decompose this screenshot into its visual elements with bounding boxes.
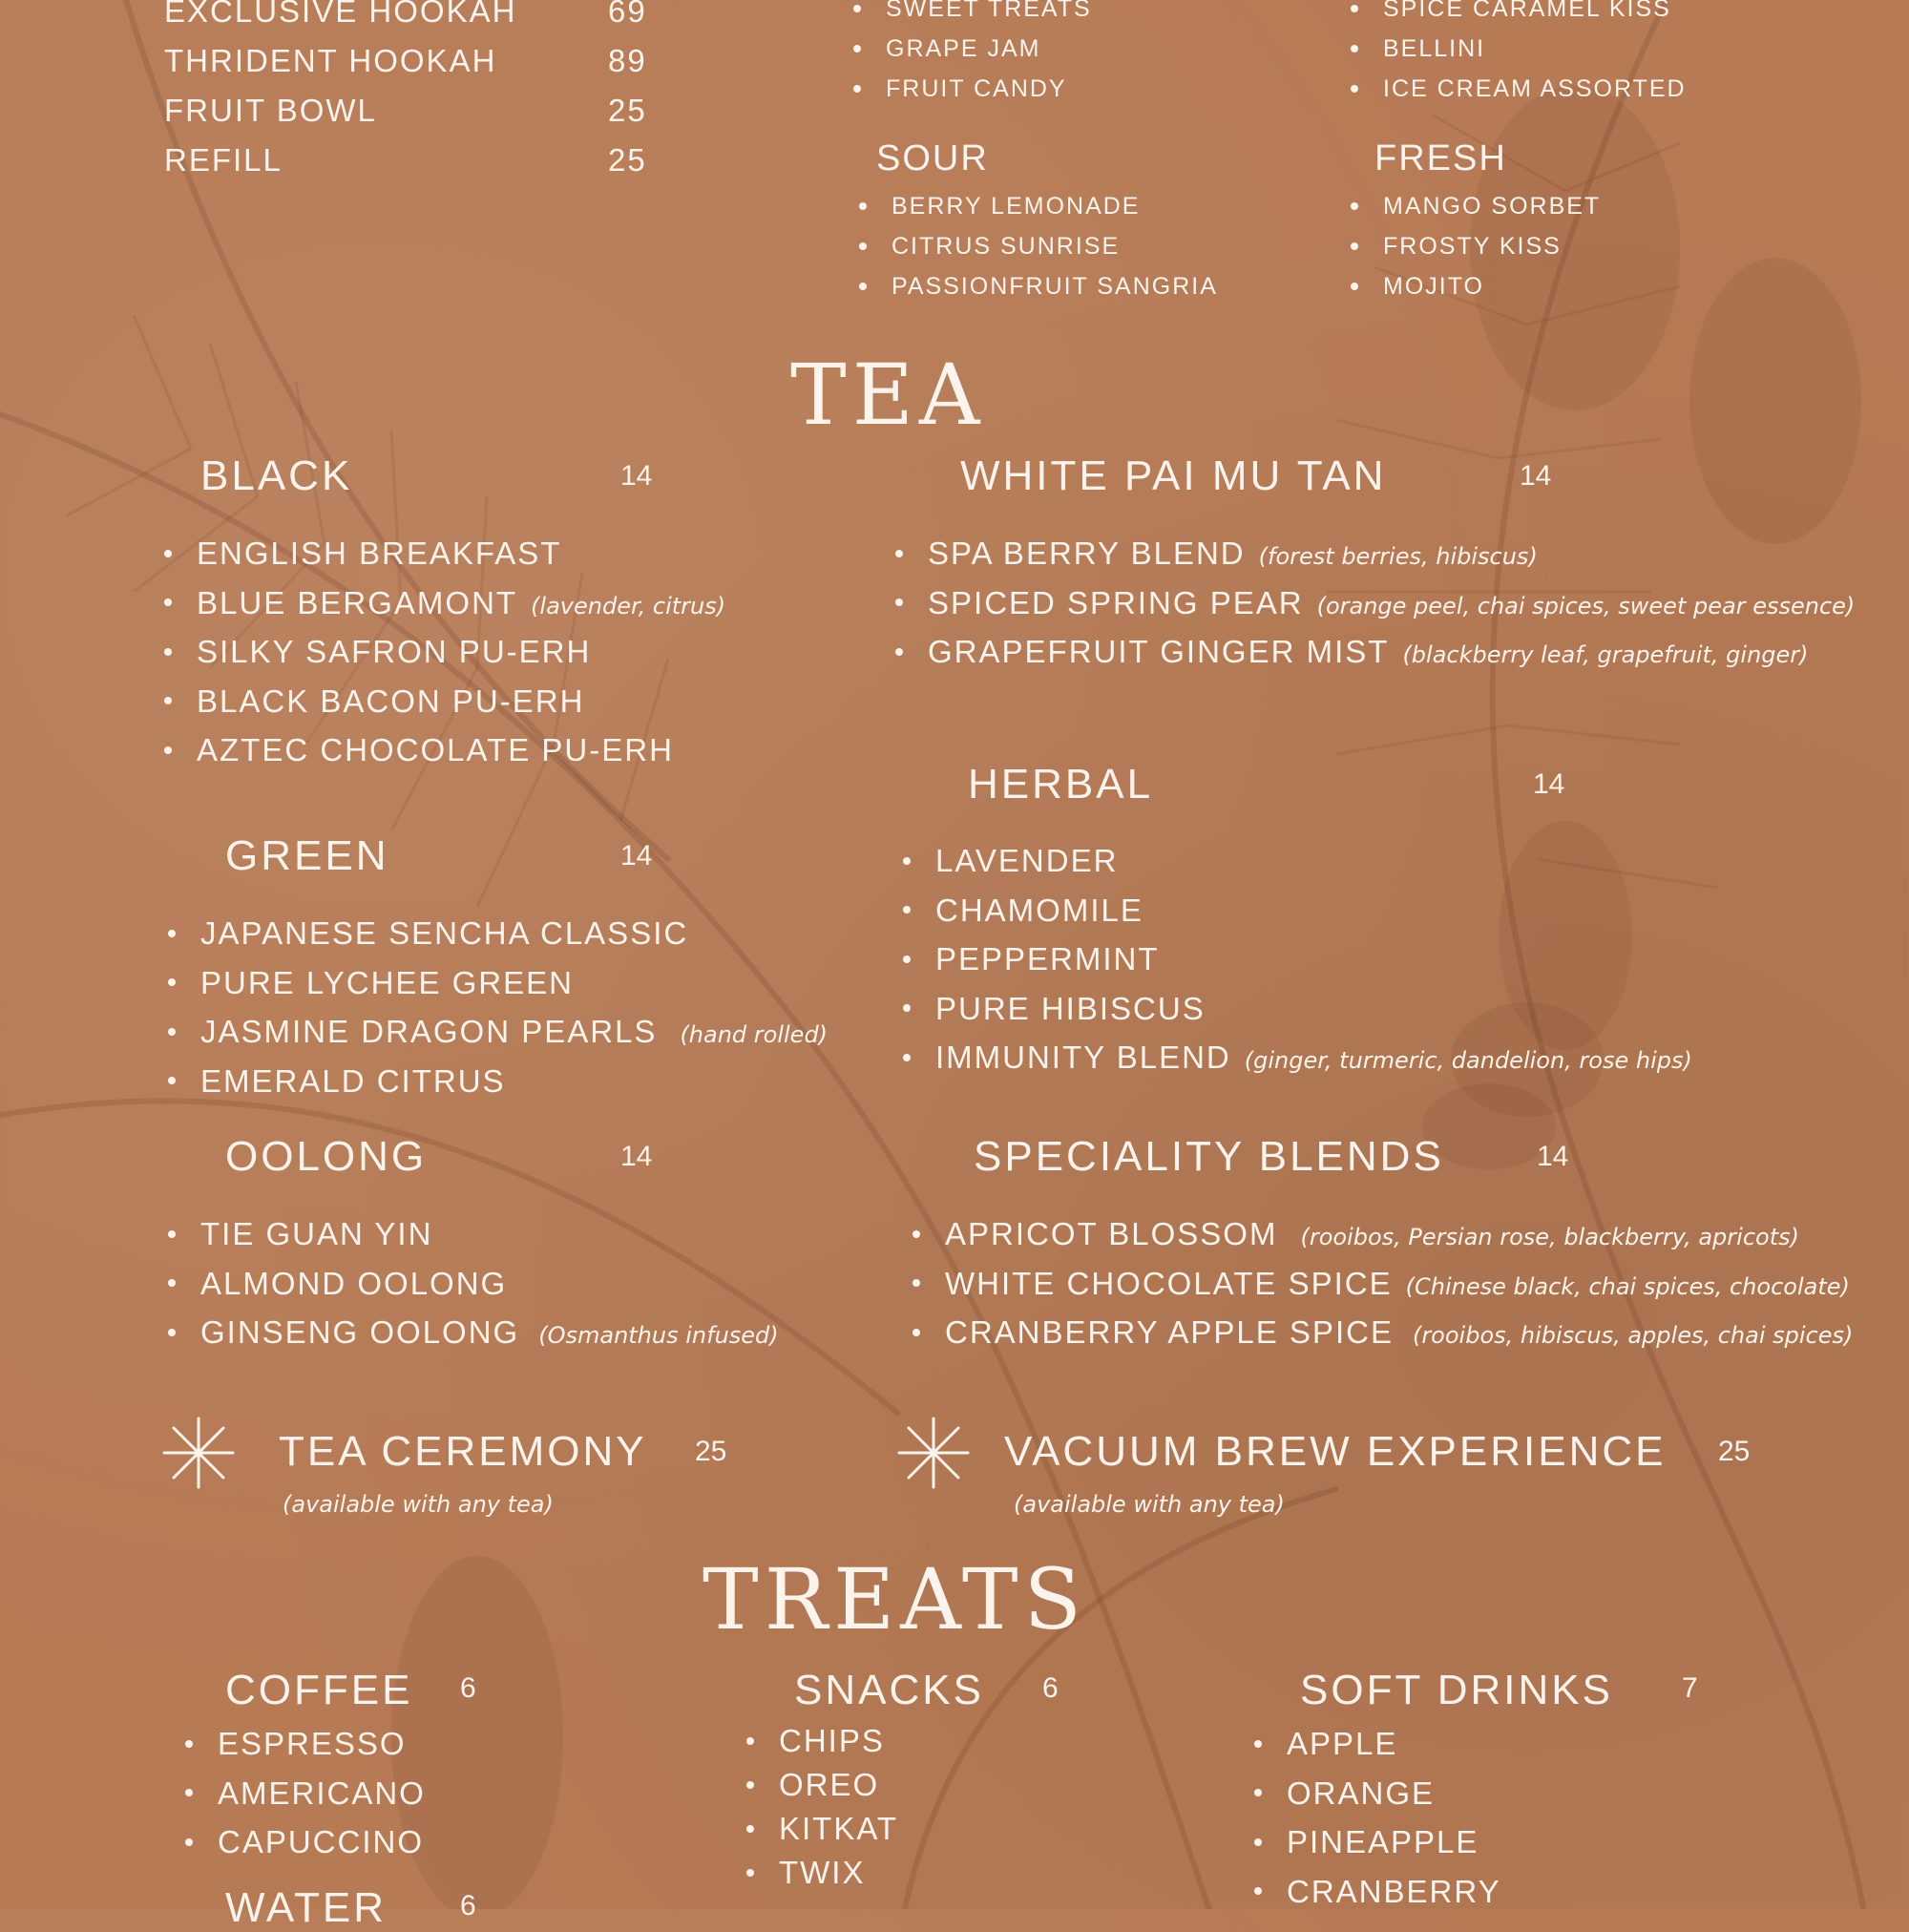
list-item: FRUIT BOWL 25 [164,93,647,128]
list-item: PURE LYCHEE GREEN [162,958,828,1008]
list-item: CRANBERRY APPLE SPICE (rooibos, hibiscus, apples, chai spices) [907,1308,1853,1357]
sour-flavor-list [853,186,1218,306]
list-item: THRIDENT HOOKAH 89 [164,43,647,78]
herbal-tea-price: 14 [1533,768,1565,800]
list-item: PINEAPPLE [1248,1817,1501,1867]
list-item: SPICED SPRING PEAR (orange peel, chai spices, sweet pear essence) [890,578,1855,628]
list-item: BLUE BERGAMONT (lavender, citrus) [158,578,725,628]
water-heading: WATER [225,1884,387,1931]
sparkle-icon [162,1417,235,1489]
snacks-heading: SNACKS [794,1667,984,1713]
sour-heading: SOUR [876,138,989,178]
list-item: CITRUS SUNRISE [853,226,1218,266]
coffee-heading: COFFEE [225,1667,413,1713]
list-item: PASSIONFRUIT SANGRIA [853,266,1218,306]
black-tea-list [158,529,725,775]
list-item: GRAPEFRUIT GINGER MIST (blackberry leaf, grapefruit, ginger) [890,627,1855,677]
list-item: OREO [741,1763,898,1807]
coffee-price: 6 [460,1672,476,1704]
list-item: GINSENG OOLONG (Osmanthus infused) [162,1308,779,1357]
sparkle-icon [897,1417,970,1489]
green-tea-heading: GREEN [225,832,389,879]
vacuum-brew-heading: VACUUM BREW EXPERIENCE [1004,1428,1667,1475]
list-item: SILKY SAFRON PU-ERH [158,627,725,677]
speciality-blends-price: 14 [1537,1141,1569,1172]
sweet-flavor-list [848,0,1092,109]
black-tea-heading: BLACK [200,452,353,499]
oolong-tea-heading: OOLONG [225,1133,428,1180]
list-item: APRICOT BLOSSOM (rooibos, Persian rose, blackberry, apricots) [907,1209,1853,1259]
speciality-blends-heading: SPECIALITY BLENDS [974,1133,1444,1180]
list-item: EXCLUSIVE HOOKAH 69 [164,0,647,29]
fresh-heading: FRESH [1374,138,1507,178]
list-item: KITKAT [741,1807,898,1851]
list-item: JASMINE DRAGON PEARLS (hand rolled) [162,1007,828,1057]
black-tea-price: 14 [620,460,653,492]
soft-drinks-heading: SOFT DRINKS [1300,1667,1614,1713]
list-item: TIE GUAN YIN [162,1209,779,1259]
fresh-flavor-list [1345,186,1601,306]
list-item: MOJITO [1345,266,1601,306]
speciality-blends-list [907,1209,1853,1357]
list-item: IMMUNITY BLEND (ginger, turmeric, dandelion, rose hips) [897,1033,1692,1082]
treats-section-title: TREATS [703,1550,1087,1648]
tea-ceremony-note: (available with any tea) [283,1491,554,1518]
soft-drinks-list [1248,1719,1501,1916]
herbal-tea-heading: HERBAL [968,761,1154,808]
hookah-price-list [164,0,647,185]
list-item: ESPRESSO [179,1719,426,1769]
vacuum-brew-note: (available with any tea) [1014,1491,1285,1518]
list-item: APPLE [1248,1719,1501,1769]
white-tea-heading: WHITE PAI MU TAN [960,452,1387,499]
list-item: LAVENDER [897,836,1692,886]
tea-ceremony-heading: TEA CEREMONY [279,1428,647,1475]
list-item: PEPPERMINT [897,934,1692,984]
list-item: GRAPE JAM [848,29,1092,69]
green-tea-price: 14 [620,840,653,872]
list-item: AMERICANO [179,1769,426,1818]
list-item: ORANGE [1248,1769,1501,1818]
list-item: JAPANESE SENCHA CLASSIC [162,909,828,958]
list-item: SPA BERRY BLEND (forest berries, hibiscus) [890,529,1855,578]
list-item: EMERALD CITRUS [162,1057,828,1106]
list-item: FRUIT CANDY [848,69,1092,109]
list-item: BERRY LEMONADE [853,186,1218,226]
list-item: CAPUCCINO [179,1817,426,1867]
green-tea-list [162,909,828,1105]
list-item: ENGLISH BREAKFAST [158,529,725,578]
creamy-flavor-list [1345,0,1687,109]
list-item: ALMOND OOLONG [162,1259,779,1309]
list-item: SWEET TREATS [848,0,1092,29]
list-item: AZTEC CHOCOLATE PU-ERH [158,725,725,775]
list-item: BLACK BACON PU-ERH [158,677,725,726]
coffee-list [179,1719,426,1867]
list-item: CHIPS [741,1719,898,1763]
soft-drinks-price: 7 [1682,1672,1698,1704]
list-item: REFILL 25 [164,142,647,178]
list-item: PURE HIBISCUS [897,984,1692,1034]
list-item: MANGO SORBET [1345,186,1601,226]
list-item: CRANBERRY [1248,1867,1501,1917]
list-item: SPICE CARAMEL KISS [1345,0,1687,29]
vacuum-brew-price: 25 [1718,1436,1751,1467]
tea-ceremony-price: 25 [695,1436,727,1467]
tea-section-title: TEA [790,346,986,444]
snacks-list [741,1719,898,1895]
herbal-tea-list [897,836,1692,1082]
oolong-tea-price: 14 [620,1141,653,1172]
list-item: FROSTY KISS [1345,226,1601,266]
water-price: 6 [460,1890,476,1922]
list-item: ICE CREAM ASSORTED [1345,69,1687,109]
white-tea-price: 14 [1520,460,1552,492]
white-tea-list [890,529,1855,677]
list-item: BELLINI [1345,29,1687,69]
list-item: CHAMOMILE [897,886,1692,935]
oolong-tea-list [162,1209,779,1357]
list-item: TWIX [741,1851,898,1895]
snacks-price: 6 [1042,1672,1059,1704]
list-item: WHITE CHOCOLATE SPICE (Chinese black, chai spices, chocolate) [907,1259,1853,1309]
